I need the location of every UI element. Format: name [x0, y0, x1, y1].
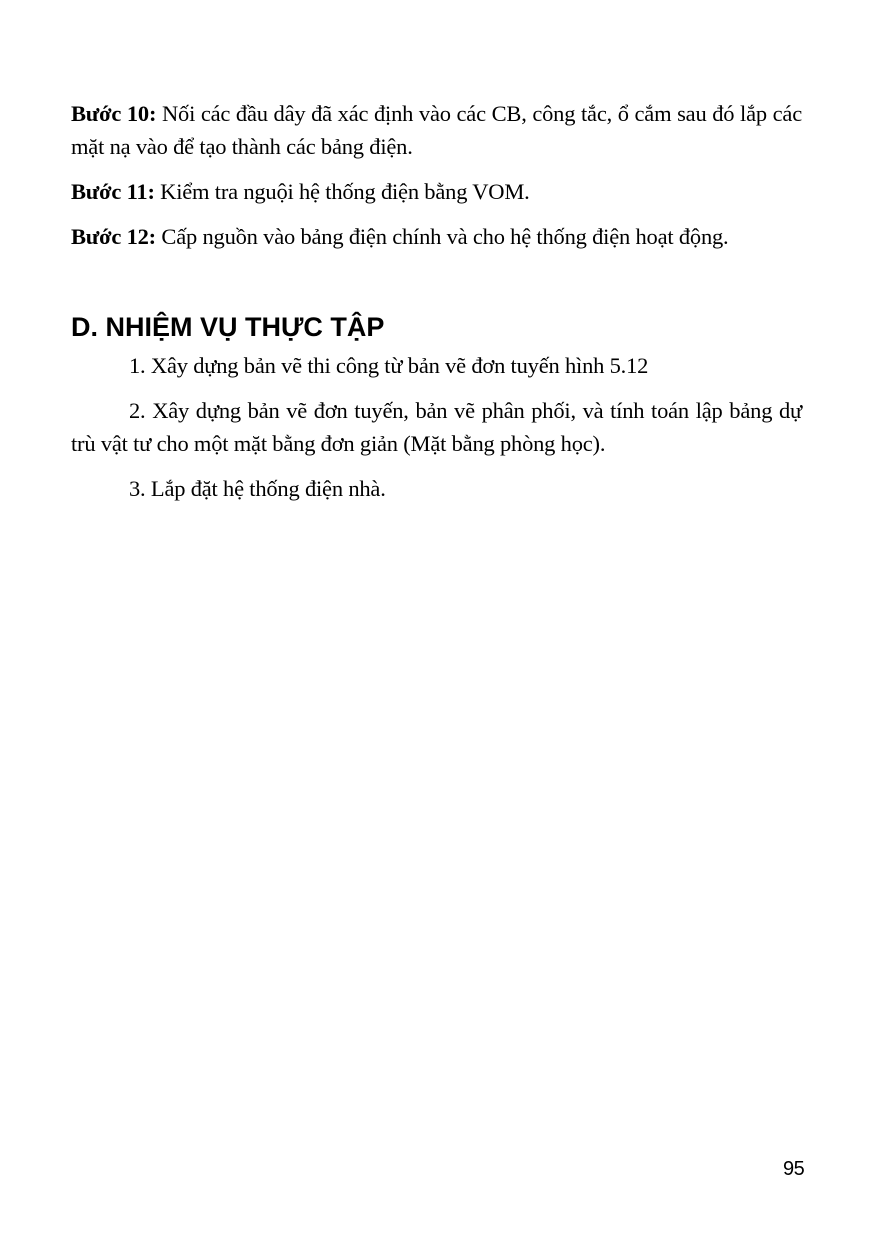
document-page: [71, 97, 802, 517]
step-10-text: Nối các đầu dây đã xác định vào các CB, công tắc, ổ cắm sau đó lắp các mặt nạ vào để tạo thành các bảng điện.: [71, 101, 802, 159]
step-10-label: Bước 10:: [71, 101, 157, 126]
step-11-paragraph: [71, 175, 802, 208]
step-11-text: Kiểm tra nguội hệ thống điện bằng VOM.: [154, 179, 530, 204]
task-item-2: 2. Xây dựng bản vẽ đơn tuyến, bản vẽ phân phối, và tính toán lập bảng dự trù vật tư cho một mặt bằng đơn giản (Mặt bằng phòng học).: [71, 398, 802, 456]
section-title: D. NHIỆM VỤ THỰC TẬP: [71, 312, 385, 342]
step-11-label: Bước 11:: [71, 179, 155, 204]
step-12-label: Bước 12:: [71, 224, 156, 249]
step-10-paragraph: [71, 97, 802, 163]
task-item-1: 1. Xây dựng bản vẽ thi công từ bản vẽ đơn tuyến hình 5.12: [129, 353, 649, 378]
step-12-paragraph: [71, 220, 802, 253]
task-item-3: 3. Lắp đặt hệ thống điện nhà.: [129, 476, 386, 501]
page-number: 95: [783, 1158, 805, 1180]
step-12-text: Cấp nguồn vào bảng điện chính và cho hệ thống điện hoạt động.: [155, 224, 729, 249]
